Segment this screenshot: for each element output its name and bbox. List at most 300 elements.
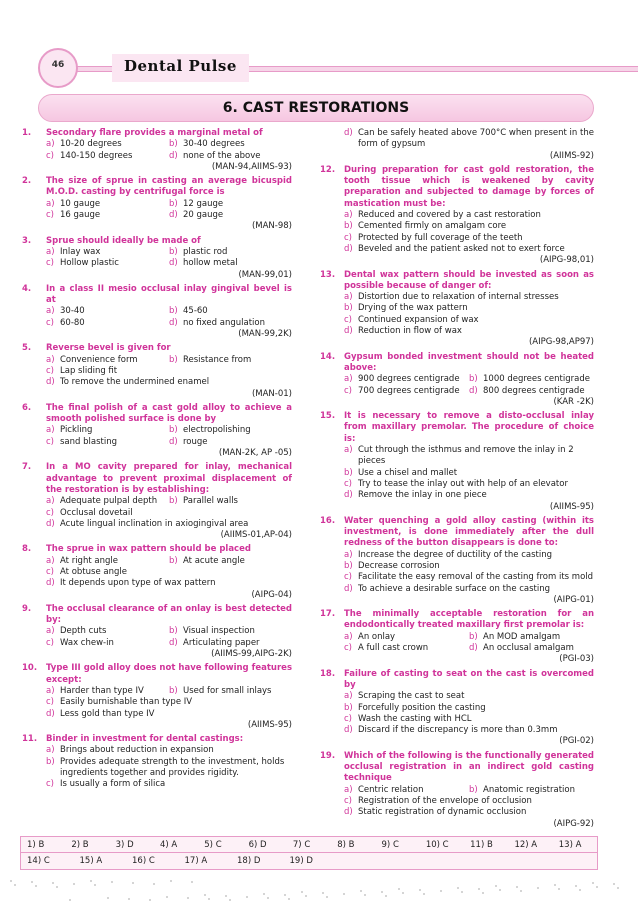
answer-number: 2) — [71, 839, 83, 850]
option-letter: a) — [46, 745, 55, 756]
option-text: At acute angle — [183, 555, 245, 566]
answer-value: C — [148, 856, 155, 866]
option-letter: a) — [344, 549, 353, 560]
option-row — [46, 247, 292, 258]
question-stem: Secondary flare provides a marginal metal of — [46, 128, 263, 138]
option-letter: d) — [46, 708, 55, 719]
option-row — [46, 355, 292, 366]
option-letter: b) — [344, 560, 353, 571]
option-text: Resistance from — [183, 354, 252, 365]
question-stem: Gypsum bonded investment should not be heated above: — [344, 351, 594, 373]
answer-number: 14) — [27, 856, 44, 866]
question-number: 3. — [22, 235, 32, 246]
decorative-dot — [166, 896, 168, 898]
answer-number: 5) — [204, 839, 216, 850]
decorative-dot — [263, 893, 265, 895]
option-letter: d) — [344, 583, 353, 594]
question-option — [344, 233, 594, 244]
option-letter: c) — [46, 779, 54, 790]
decorative-dot — [225, 895, 227, 897]
decorative-dot — [419, 889, 421, 891]
chapter-banner — [38, 94, 594, 122]
option-row — [344, 785, 594, 796]
question-option — [344, 210, 594, 221]
question-option — [46, 686, 169, 697]
answer-value: B — [486, 839, 493, 850]
option-text: rouge — [183, 436, 208, 447]
answer-number: 16) — [132, 856, 149, 866]
option-letter: b) — [169, 555, 178, 566]
question-option — [344, 128, 594, 151]
question-number: 10. — [22, 663, 38, 674]
question-number: 11. — [22, 734, 38, 745]
question-source: (MAN-01) — [251, 388, 292, 399]
option-text: Inlay wax — [60, 246, 101, 257]
decorative-dot — [301, 891, 303, 893]
page-header — [38, 44, 638, 86]
option-letter: d) — [46, 518, 55, 529]
option-letter: a) — [46, 496, 55, 507]
decorative-dot — [69, 899, 71, 901]
question-option — [46, 508, 292, 519]
decorative-dot — [457, 887, 459, 889]
answer-cell — [553, 840, 597, 850]
answer-value: A — [575, 839, 582, 850]
option-letter: c) — [46, 566, 54, 577]
question-source: (PGI-02) — [559, 736, 594, 747]
option-text: Scraping the cast to seat — [358, 691, 465, 702]
decorative-dot — [537, 887, 539, 889]
question-option — [46, 425, 169, 436]
question-source: (AIPG-01) — [553, 594, 594, 605]
question-number: 7. — [22, 462, 32, 473]
decorative-dot — [284, 894, 286, 896]
decorative-dot — [402, 892, 404, 894]
decorative-dot — [516, 886, 518, 888]
question-option — [169, 686, 292, 697]
option-text: Brings about reduction in expansion — [60, 745, 214, 756]
option-letter: b) — [469, 784, 478, 795]
question-option — [46, 318, 169, 329]
option-letter: a) — [46, 198, 55, 209]
option-letter: a) — [344, 210, 353, 221]
option-text: 700 degrees centigrade — [358, 385, 460, 396]
option-letter: b) — [169, 626, 178, 637]
answer-number: 6) — [248, 839, 260, 850]
decorative-dot — [191, 881, 193, 883]
question-option — [46, 697, 292, 708]
answer-value: C — [304, 839, 311, 850]
question-option — [344, 221, 594, 232]
option-row — [46, 686, 292, 697]
answer-number: 15) — [79, 856, 97, 866]
option-row — [46, 210, 292, 221]
option-letter: c) — [46, 365, 54, 376]
question-option — [169, 556, 292, 567]
option-text: Depth cuts — [60, 626, 107, 637]
decorative-dot — [495, 885, 497, 887]
option-letter: d) — [469, 643, 478, 654]
option-text: Wax chew-in — [60, 637, 114, 648]
decorative-dot — [229, 899, 231, 901]
option-row — [46, 556, 292, 567]
question-option — [344, 572, 594, 583]
option-text: no fixed angulation — [183, 317, 265, 328]
option-text: Lap sliding fit — [60, 365, 118, 376]
option-text: electropolishing — [183, 425, 251, 436]
decorative-dot — [10, 880, 12, 882]
option-letter: a) — [344, 445, 353, 456]
answer-number: 10) — [425, 839, 443, 850]
question-option — [46, 139, 169, 150]
option-row — [46, 437, 292, 448]
question-stem: In a MO cavity prepared for inlay, mechanical advantage to prevent proximal displacement of the restoration is by establishing: — [46, 462, 292, 495]
option-letter: d) — [169, 317, 178, 328]
option-text: Provides adequate strength to the investment, holds ingredients together and provides rigidity. — [60, 756, 285, 779]
decorative-dot — [149, 899, 151, 901]
option-text: Wash the casting with HCL — [358, 713, 472, 724]
option-row — [46, 626, 292, 637]
answer-cell — [243, 840, 287, 850]
option-letter: b) — [169, 425, 178, 436]
answer-value: D — [253, 856, 261, 866]
answer-number: 11) — [470, 839, 487, 850]
question-source: (AIPG-98,AP97) — [528, 337, 594, 348]
option-text: Occlusal dovetail — [60, 507, 133, 518]
question-number: 1. — [22, 128, 32, 138]
option-text: 30-40 degrees — [183, 139, 245, 150]
option-text: Is usually a form of silica — [60, 779, 166, 790]
option-row — [46, 139, 292, 150]
question-item — [320, 270, 594, 349]
option-row — [46, 151, 292, 162]
option-letter: b) — [344, 303, 353, 314]
decorative-dot — [288, 898, 290, 900]
question-source: (AIIMS-95) — [549, 501, 594, 512]
decorative-dot — [478, 888, 480, 890]
right-column — [320, 128, 594, 833]
question-item — [22, 462, 292, 541]
option-letter: c) — [46, 697, 54, 708]
option-letter: a) — [46, 139, 55, 150]
option-row — [344, 374, 594, 385]
question-option — [46, 377, 292, 388]
option-letter: b) — [169, 354, 178, 365]
decorative-dot — [499, 889, 501, 891]
option-letter: a) — [344, 784, 353, 795]
option-letter: c) — [46, 637, 54, 648]
question-option — [344, 445, 594, 468]
option-text: Forcefully position the casting — [358, 702, 486, 713]
answer-cell — [110, 840, 154, 850]
option-text: Hollow plastic — [60, 258, 119, 269]
question-option — [344, 374, 469, 385]
answer-cell — [331, 840, 375, 850]
decorative-dot — [56, 886, 58, 888]
option-letter: a) — [344, 691, 353, 702]
option-letter: d) — [344, 243, 353, 254]
option-text: Convenience form — [60, 354, 138, 365]
question-option — [344, 550, 594, 561]
decorative-dot — [596, 886, 598, 888]
question-source: (PGI-03) — [559, 654, 594, 665]
decorative-dot — [73, 883, 75, 885]
question-option — [169, 318, 292, 329]
decorative-dot — [613, 883, 615, 885]
answer-number: 18) — [237, 856, 254, 866]
option-text: Centric relation — [358, 784, 424, 795]
option-letter: c) — [344, 795, 352, 806]
question-option — [46, 496, 169, 507]
question-option — [169, 355, 292, 366]
option-letter: b) — [169, 139, 178, 150]
question-option — [169, 306, 292, 317]
option-letter: d) — [169, 637, 178, 648]
option-letter: a) — [46, 425, 55, 436]
question-option — [344, 315, 594, 326]
answer-number: 8) — [337, 839, 349, 850]
question-stem: The minimally acceptable restoration for an endodontically treated maxillary first premolar is: — [344, 609, 594, 631]
option-letter: c) — [344, 385, 352, 396]
question-number: 12. — [320, 164, 336, 175]
option-text: Remove the inlay in one piece — [358, 490, 487, 501]
question-option — [46, 779, 292, 790]
answer-cell — [231, 856, 284, 866]
question-stem: Sprue should ideally be made of — [46, 235, 201, 246]
option-letter: a) — [46, 626, 55, 637]
answer-value: C — [442, 839, 449, 850]
question-item — [22, 544, 292, 600]
question-number: 8. — [22, 544, 32, 555]
answer-number: 17) — [184, 856, 202, 866]
answer-cell — [21, 840, 65, 850]
option-letter: d) — [46, 377, 55, 388]
answer-cell — [464, 840, 508, 850]
question-option — [46, 366, 292, 377]
answer-value: A — [531, 839, 538, 850]
option-text: Cemented firmly on amalgam core — [358, 221, 507, 232]
option-text: Less gold than type IV — [60, 708, 155, 719]
answer-value: D — [306, 856, 313, 866]
option-text: 20 gauge — [183, 210, 224, 221]
question-option — [46, 638, 169, 649]
option-letter: b) — [169, 198, 178, 209]
question-option — [169, 210, 292, 221]
option-letter: b) — [46, 756, 55, 767]
question-option — [344, 326, 594, 337]
option-text: Easily burnishable than type IV — [60, 697, 193, 708]
option-letter: d) — [344, 490, 353, 501]
option-letter: d) — [169, 210, 178, 221]
option-letter: d) — [344, 807, 353, 818]
question-item — [22, 284, 292, 340]
question-source: (AIIMS-99,AIPG-2K) — [211, 649, 292, 660]
question-item — [320, 411, 594, 513]
option-letter: a) — [46, 354, 55, 365]
option-text: Articulating paper — [183, 637, 260, 648]
question-option — [344, 632, 469, 643]
answer-cell — [179, 856, 232, 866]
option-text: Used for small inlays — [183, 685, 272, 696]
option-letter: d) — [344, 128, 353, 138]
question-option — [469, 386, 594, 397]
question-number: 13. — [320, 269, 336, 280]
question-option — [169, 139, 292, 150]
question-item — [320, 352, 594, 408]
option-text: sand blasting — [60, 436, 117, 447]
option-text: Drying of the wax pattern — [358, 303, 468, 314]
question-source: (MAN-2K, AP -05) — [218, 448, 292, 459]
question-source: (AIIMS-01,AP-04) — [220, 530, 292, 541]
question-number: 9. — [22, 603, 32, 614]
option-letter: d) — [469, 385, 478, 396]
question-number: 5. — [22, 343, 32, 354]
question-item — [22, 604, 292, 660]
question-stem: Failure of casting to seat on the cast is overcomed by — [344, 668, 594, 690]
option-text: Discard if the discrepancy is more than 0.3mm — [358, 725, 558, 736]
answer-number: 13) — [558, 839, 576, 850]
answer-key — [20, 836, 598, 870]
question-stem: The final polish of a cast gold alloy to achieve a smooth polished surface is done by — [46, 402, 292, 425]
option-letter: c) — [46, 258, 54, 269]
option-row — [46, 318, 292, 329]
question-source: (AIPG-04) — [251, 589, 292, 600]
option-letter: b) — [469, 631, 478, 642]
option-text: It depends upon type of wax pattern — [60, 578, 216, 589]
option-text: Facilitate the easy removal of the casting from its mold — [358, 572, 594, 583]
answer-cell — [198, 840, 242, 850]
decorative-dot — [107, 897, 109, 899]
question-option — [469, 374, 594, 385]
option-letter: c) — [344, 572, 352, 583]
option-letter: c) — [46, 507, 54, 518]
question-option — [46, 306, 169, 317]
question-option — [169, 258, 292, 269]
question-source: (AIIMS-95) — [247, 719, 292, 730]
question-option — [46, 745, 292, 756]
option-text: At obtuse angle — [60, 566, 127, 577]
question-number: 19. — [320, 750, 336, 761]
question-stem: The sprue in wax pattern should be placed — [46, 544, 251, 555]
decorative-dot — [208, 898, 210, 900]
question-source: (MAN-99,01) — [238, 269, 292, 280]
option-text: Registration of the envelope of occlusion — [358, 795, 532, 806]
decorative-dot — [35, 885, 37, 887]
question-option — [344, 807, 594, 818]
option-letter: c) — [344, 478, 352, 489]
decorative-dot — [204, 894, 206, 896]
question-stem: It is necessary to remove a disto-occlusal inlay from maxillary premolar. The procedure of choice is: — [344, 411, 594, 444]
decorative-dot — [111, 881, 113, 883]
answer-number: 12) — [514, 839, 532, 850]
question-option — [169, 638, 292, 649]
option-text: 1000 degrees centigrade — [483, 374, 590, 385]
option-text: hollow metal — [183, 258, 238, 269]
option-text: Anatomic registration — [483, 784, 576, 795]
option-text: Visual inspection — [183, 626, 255, 637]
decorative-dot — [132, 882, 134, 884]
question-item — [22, 403, 292, 459]
option-text: At right angle — [60, 555, 118, 566]
question-option — [469, 785, 594, 796]
question-item — [22, 128, 292, 173]
option-letter: c) — [344, 232, 352, 243]
option-text: Reduced and covered by a cast restoration — [358, 210, 541, 221]
option-letter: c) — [46, 436, 54, 447]
option-row — [46, 496, 292, 507]
question-option — [169, 496, 292, 507]
answer-cell — [74, 856, 127, 866]
decorative-dot — [423, 893, 425, 895]
question-number: 18. — [320, 668, 336, 679]
question-source: (AIPG-98,01) — [539, 255, 594, 266]
option-letter: a) — [344, 292, 353, 303]
decorative-dot — [305, 895, 307, 897]
question-stem: The size of sprue in casting an average bicuspid M.O.D. casting by centrifugal force is — [46, 176, 292, 198]
question-option — [46, 258, 169, 269]
question-option — [344, 785, 469, 796]
question-stem: Dental wax pattern should be invested as soon as possible because of danger of: — [344, 269, 594, 291]
question-item — [320, 751, 594, 830]
option-text: To remove the undermined enamel — [60, 377, 210, 388]
option-text: An onlay — [358, 631, 396, 642]
question-item — [22, 176, 292, 232]
decorative-dot — [461, 891, 463, 893]
question-option — [46, 247, 169, 258]
answer-value: A — [201, 856, 208, 866]
decorative-dot — [575, 885, 577, 887]
answer-value: B — [38, 839, 45, 850]
decorative-dot — [360, 890, 362, 892]
option-text: none of the above — [183, 150, 261, 161]
question-stem: Which of the following is the functionally generated occlusal registration in an indirect gold casting technique — [344, 750, 594, 784]
decorative-dot — [187, 897, 189, 899]
decorative-dot — [153, 883, 155, 885]
question-option — [344, 725, 594, 736]
option-letter: a) — [344, 631, 353, 642]
answer-value: C — [392, 839, 399, 850]
page-number: 46 — [51, 60, 65, 70]
question-option — [344, 584, 594, 595]
answer-value: A — [96, 856, 103, 866]
question-option — [46, 626, 169, 637]
question-option — [344, 479, 594, 490]
decorative-dot — [554, 884, 556, 886]
answer-cell — [420, 840, 464, 850]
decorative-dot — [385, 895, 387, 897]
option-text: Distortion due to relaxation of internal stresses — [358, 292, 559, 303]
option-row — [344, 386, 594, 397]
option-text: Decrease corrosion — [358, 560, 440, 571]
answer-cell — [284, 856, 337, 866]
option-text: An MOD amalgam — [483, 631, 561, 642]
answer-cell — [287, 840, 331, 850]
decorative-dot — [246, 896, 248, 898]
option-text: 45-60 — [183, 306, 208, 317]
answer-value: D — [260, 839, 267, 850]
question-option — [46, 210, 169, 221]
answer-cell — [508, 840, 552, 850]
answer-number: 4) — [159, 839, 172, 850]
option-text: Can be safely heated above 700°C when present in the form of gypsum — [358, 128, 594, 150]
question-source: (MAN-98) — [251, 221, 292, 232]
question-option — [46, 355, 169, 366]
question-source: (MAN-94,AIIMS-93) — [211, 161, 292, 172]
question-option — [344, 643, 469, 654]
option-text: Adequate pulpal depth — [60, 496, 158, 507]
decorative-dot — [381, 891, 383, 893]
decorative-dot — [322, 892, 324, 894]
